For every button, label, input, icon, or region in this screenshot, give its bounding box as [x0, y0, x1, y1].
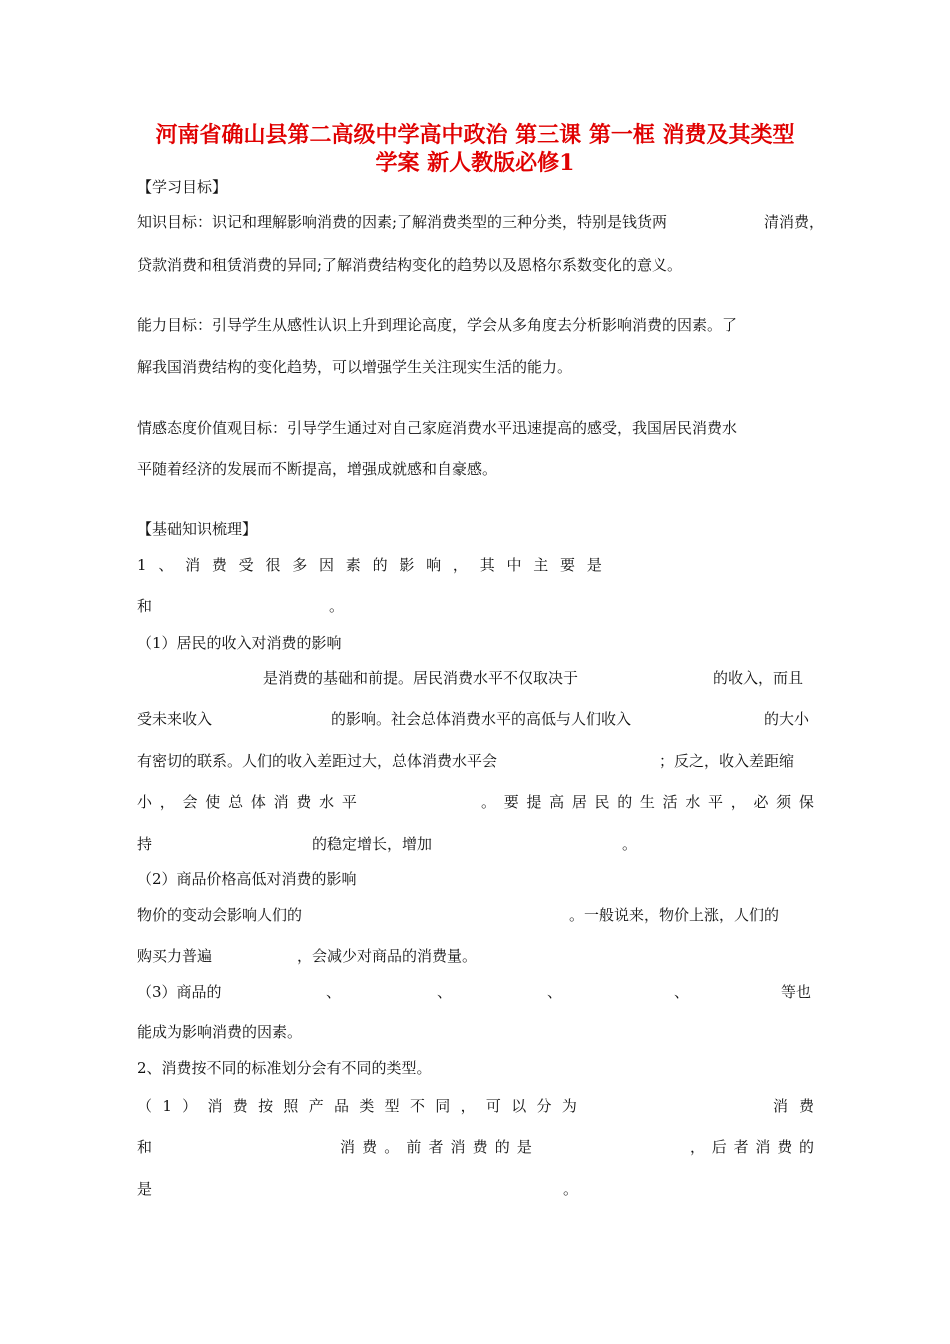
s2-text: 物价的变动会影响人们的: [137, 906, 303, 924]
s3-separator: 、: [437, 983, 453, 1001]
char: 者: [733, 1138, 749, 1156]
char: 费: [472, 1138, 488, 1156]
s1-text: 的影响。社会总体消费水平的高低与人们收入: [331, 710, 632, 728]
char: 按: [258, 1097, 274, 1115]
s1-text: 的稳定增长，增加: [312, 835, 433, 853]
t1-text: 。: [563, 1180, 579, 1198]
s1-text: ；反之，收入差距缩: [659, 752, 795, 770]
section-3-line-2: 能成为影响消费的因素。: [137, 1023, 303, 1041]
q1-char: 要: [560, 556, 576, 574]
char: 体: [250, 793, 266, 811]
s1-text: 的大小: [764, 710, 810, 728]
char: 总: [228, 793, 244, 811]
char: 费: [232, 1097, 248, 1115]
char: 以: [511, 1097, 527, 1115]
s3-separator: 、: [547, 983, 563, 1001]
char: 的: [798, 1138, 814, 1156]
q1-char: 1: [137, 556, 147, 574]
t1-text: 和: [137, 1138, 153, 1156]
q1-char: 是: [586, 556, 602, 574]
char: 为: [561, 1097, 577, 1115]
s1-text: 有密切的联系。人们的收入差距过大，总体消费水平会: [137, 752, 498, 770]
q1-char: 因: [319, 556, 335, 574]
q1-char: 影: [399, 556, 415, 574]
s2-text: 购买力普遍: [137, 947, 213, 965]
char: 要: [503, 793, 519, 811]
char: 消: [773, 1097, 789, 1115]
q1-char: 主: [533, 556, 549, 574]
char: 的: [617, 793, 633, 811]
s3-text: （3）商品的: [137, 983, 222, 1001]
char: 消: [340, 1138, 356, 1156]
q1-char: 、: [158, 556, 174, 574]
basics-heading: 【基础知识梳理】: [137, 520, 258, 538]
t1-text: 是: [137, 1180, 153, 1198]
char: 。: [481, 793, 497, 811]
question-1-line-1: [137, 555, 602, 575]
emotion-objective-line-2: 平随着经济的发展而不断提高，增强成就感和自豪感。: [137, 460, 498, 478]
ability-objective-line-2: 解我国消费结构的变化趋势，可以增强学生关注现实生活的能力。: [137, 358, 573, 376]
char: 费: [296, 793, 312, 811]
knowledge-objective-line-2: 贷款消费和租赁消费的异同;了解消费结构变化的趋势以及恩格尔系数变化的意义。: [137, 256, 683, 274]
char: 照: [283, 1097, 299, 1115]
char: 分: [536, 1097, 552, 1115]
s3-separator: 、: [674, 983, 690, 1001]
t1-line-2-part-b: [340, 1137, 532, 1157]
q1-char: 多: [292, 556, 308, 574]
knowledge-objective-text-end: 清消费，: [764, 213, 825, 231]
char: ）: [182, 1097, 198, 1115]
char: 消: [207, 1097, 223, 1115]
char: 须: [776, 793, 792, 811]
char: 1: [162, 1097, 172, 1115]
t1-line-1-part-b: [773, 1096, 814, 1116]
char: 。: [384, 1138, 400, 1156]
char: 前: [406, 1138, 422, 1156]
char: 费: [362, 1138, 378, 1156]
emotion-objective-line-1: 情感态度价值观目标：引导学生通过对自己家庭消费水平迅速提高的感受，我国居民消费水: [137, 419, 738, 437]
objectives-heading: 【学习目标】: [137, 178, 228, 196]
char: 费: [777, 1138, 793, 1156]
char: 类: [359, 1097, 375, 1115]
char: 消: [450, 1138, 466, 1156]
char: ，: [159, 793, 175, 811]
q1-char: 消: [185, 556, 201, 574]
section-1-heading: （1）居民的收入对消费的影响: [137, 634, 342, 652]
char: 小: [137, 793, 153, 811]
s1-text: 的收入，而且: [713, 669, 804, 687]
char: （: [137, 1097, 153, 1115]
char: 生: [639, 793, 655, 811]
q1-char: 中: [506, 556, 522, 574]
char: 可: [485, 1097, 501, 1115]
t1-line-1-part-a: [137, 1096, 577, 1116]
q1-char: 的: [372, 556, 388, 574]
s3-text: 等也: [781, 983, 812, 1001]
char: 会: [182, 793, 198, 811]
char: 不: [409, 1097, 425, 1115]
q1-char: ，: [452, 556, 468, 574]
char: 水: [685, 793, 701, 811]
ability-objective-line-1: 能力目标：引导学生从感性认识上升到理论高度，学会从多角度去分析影响消费的因素。了: [137, 316, 738, 334]
char: 民: [594, 793, 610, 811]
q1-char: 费: [211, 556, 227, 574]
char: 品: [334, 1097, 350, 1115]
char: ，: [460, 1097, 476, 1115]
char: 水: [319, 793, 335, 811]
char: 消: [755, 1138, 771, 1156]
q1-char: 响: [426, 556, 442, 574]
knowledge-objective-text: 知识目标：识记和理解影响消费的因素;了解消费类型的三种分类，特别是钱货两: [137, 213, 668, 231]
char: 提: [526, 793, 542, 811]
question-2-heading: 2、消费按不同的标准划分会有不同的类型。: [137, 1059, 432, 1077]
char: 使: [205, 793, 221, 811]
q1-char: 其: [479, 556, 495, 574]
char: 消: [273, 793, 289, 811]
q1-end: 。: [329, 597, 345, 615]
s1-text: 是消费的基础和前提。居民消费水平不仅取决于: [263, 669, 579, 687]
s1-text: 受未来收入: [137, 710, 213, 728]
char: 的: [494, 1138, 510, 1156]
char: 同: [435, 1097, 451, 1115]
q1-char: 受: [238, 556, 254, 574]
char: 平: [341, 793, 357, 811]
s2-text: 。一般说来，物价上涨，人们的: [569, 906, 780, 924]
char: 是: [516, 1138, 532, 1156]
char: 居: [571, 793, 587, 811]
char: 型: [384, 1097, 400, 1115]
section-2-heading: （2）商品价格高低对消费的影响: [137, 870, 357, 888]
char: 必: [753, 793, 769, 811]
q1-char: 素: [345, 556, 361, 574]
q1-char: 很: [265, 556, 281, 574]
char: 活: [662, 793, 678, 811]
char: 产: [308, 1097, 324, 1115]
s1-line-4-part-b: [481, 792, 814, 812]
s1-line-4-part-a: [137, 792, 357, 812]
char: 高: [549, 793, 565, 811]
t1-line-2-part-c: [690, 1137, 814, 1157]
char: 平: [708, 793, 724, 811]
char: ，: [730, 793, 746, 811]
char: ，: [690, 1138, 706, 1156]
s1-text: 。: [622, 835, 638, 853]
s3-separator: 、: [326, 983, 342, 1001]
s1-text: 持: [137, 835, 153, 853]
char: 费: [798, 1097, 814, 1115]
s2-text: ，会减少对商品的消费量。: [297, 947, 478, 965]
q1-and: 和: [137, 597, 153, 615]
document-title-line-2: 学案 新人教版必修1: [375, 150, 575, 176]
char: 后: [711, 1138, 727, 1156]
char: 保: [798, 793, 814, 811]
document-title-line-1: 河南省确山县第二高级中学高中政治 第三课 第一框 消费及其类型: [155, 122, 795, 148]
char: 者: [428, 1138, 444, 1156]
